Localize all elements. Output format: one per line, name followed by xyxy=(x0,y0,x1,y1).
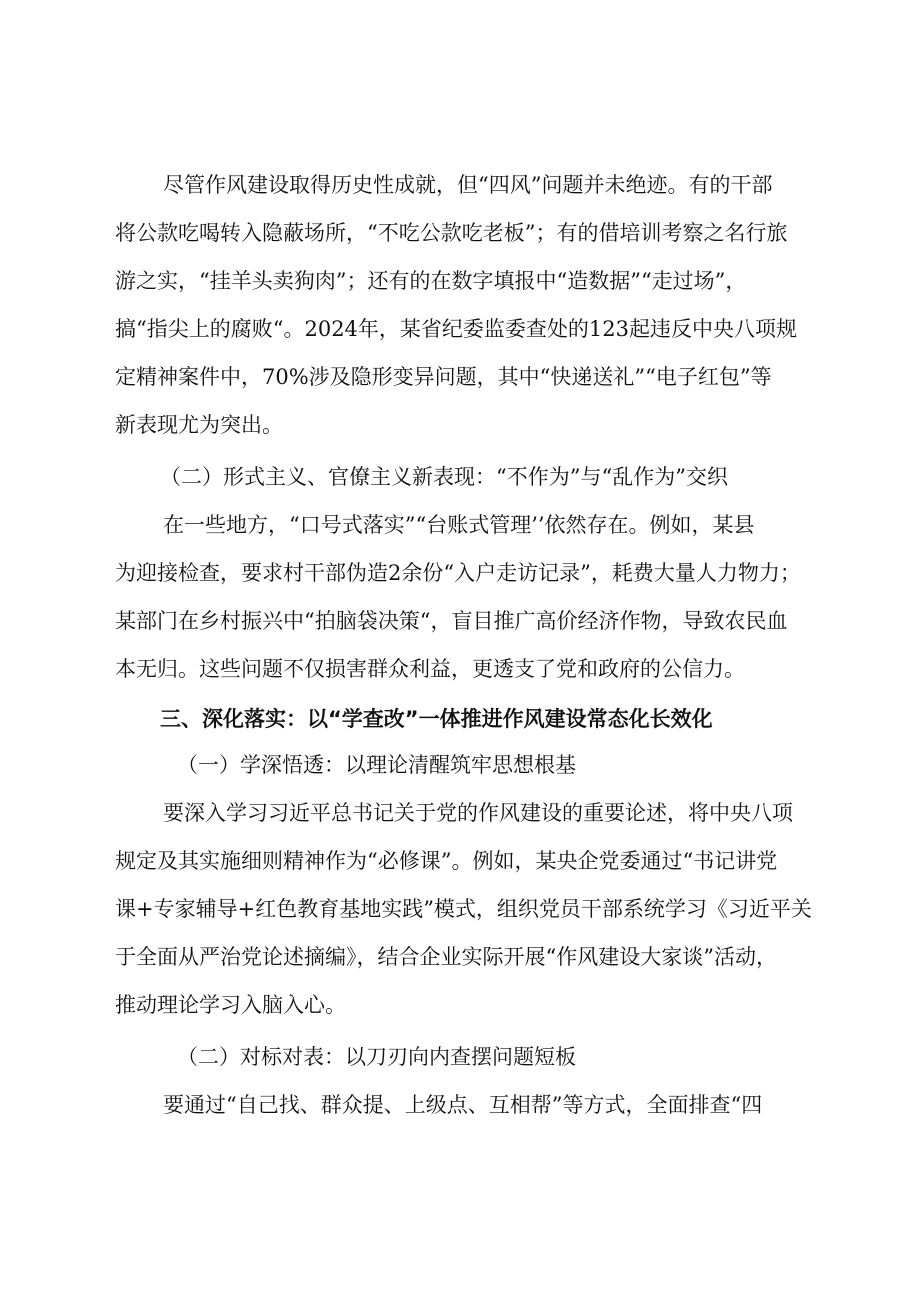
section-heading: 三、深化落实：以“学查改”一体推进作风建设常态化长效化 xyxy=(160,707,713,731)
body-line: 要深入学习习近平总书记关于党的作风建设的重要论述，将中央八项 xyxy=(163,801,793,825)
body-line: 要通过“自己找、群众提、上级点、互相帮”等方式，全面排查“四 xyxy=(163,1093,763,1117)
body-line: 游之实，“挂羊头卖狗肉”；还有的在数字填报中“造数据”“走过场”， xyxy=(115,269,747,293)
body-line: 新表现尤为突出。 xyxy=(115,413,283,437)
body-line: 搞“指尖上的腐败“。2024年，某省纪委监委查处的123起违反中央八项规 xyxy=(115,317,797,341)
body-line: 将公款吃喝转入隐蔽场所，“不吃公款吃老板”；有的借培训考察之名行旅 xyxy=(115,221,788,245)
body-line: 推动理论学习入脑入心。 xyxy=(115,993,346,1017)
body-line: 某部门在乡村振兴中“拍脑袋决策“，盲目推广高价经济作物，导致农民血 xyxy=(115,609,788,633)
body-line: 定精神案件中，70%涉及隐形变异问题，其中“快递送礼”“电子红包”等 xyxy=(115,365,772,389)
body-line: 课+专家辅导+红色教育基地实践”模式，组织党员干部系统学习《习近平关 xyxy=(115,897,812,921)
body-line: 尽管作风建设取得历史性成就，但“四风”问题并未绝迹。有的干部 xyxy=(163,173,773,197)
subsection-heading: （二）形式主义、官僚主义新表现：“不作为”与“乱作为”交织 xyxy=(160,465,728,489)
body-line: 为迎接检查，要求村干部伪造2余份“入户走访记录”，耗费大量人力物力； xyxy=(115,561,801,585)
body-line: 于全面从严治党论述摘编》，结合企业实际开展“作风建设大家谈”活动， xyxy=(115,945,777,969)
body-line: 在一些地方，“口号式落实”“台账式管理’’依然存在。例如，某县 xyxy=(163,513,755,537)
body-line: 规定及其实施细则精神作为“必修课”。例如，某央企党委通过“书记讲党 xyxy=(115,849,778,873)
body-line: 本无归。这些问题不仅损害群众利益，更透支了党和政府的公信力。 xyxy=(115,657,745,681)
subsection-heading: （二）对标对表：以刀刃向内查摆问题短板 xyxy=(177,1045,576,1069)
subsection-heading: （一）学深悟透：以理论清醒筑牢思想根基 xyxy=(177,753,576,777)
